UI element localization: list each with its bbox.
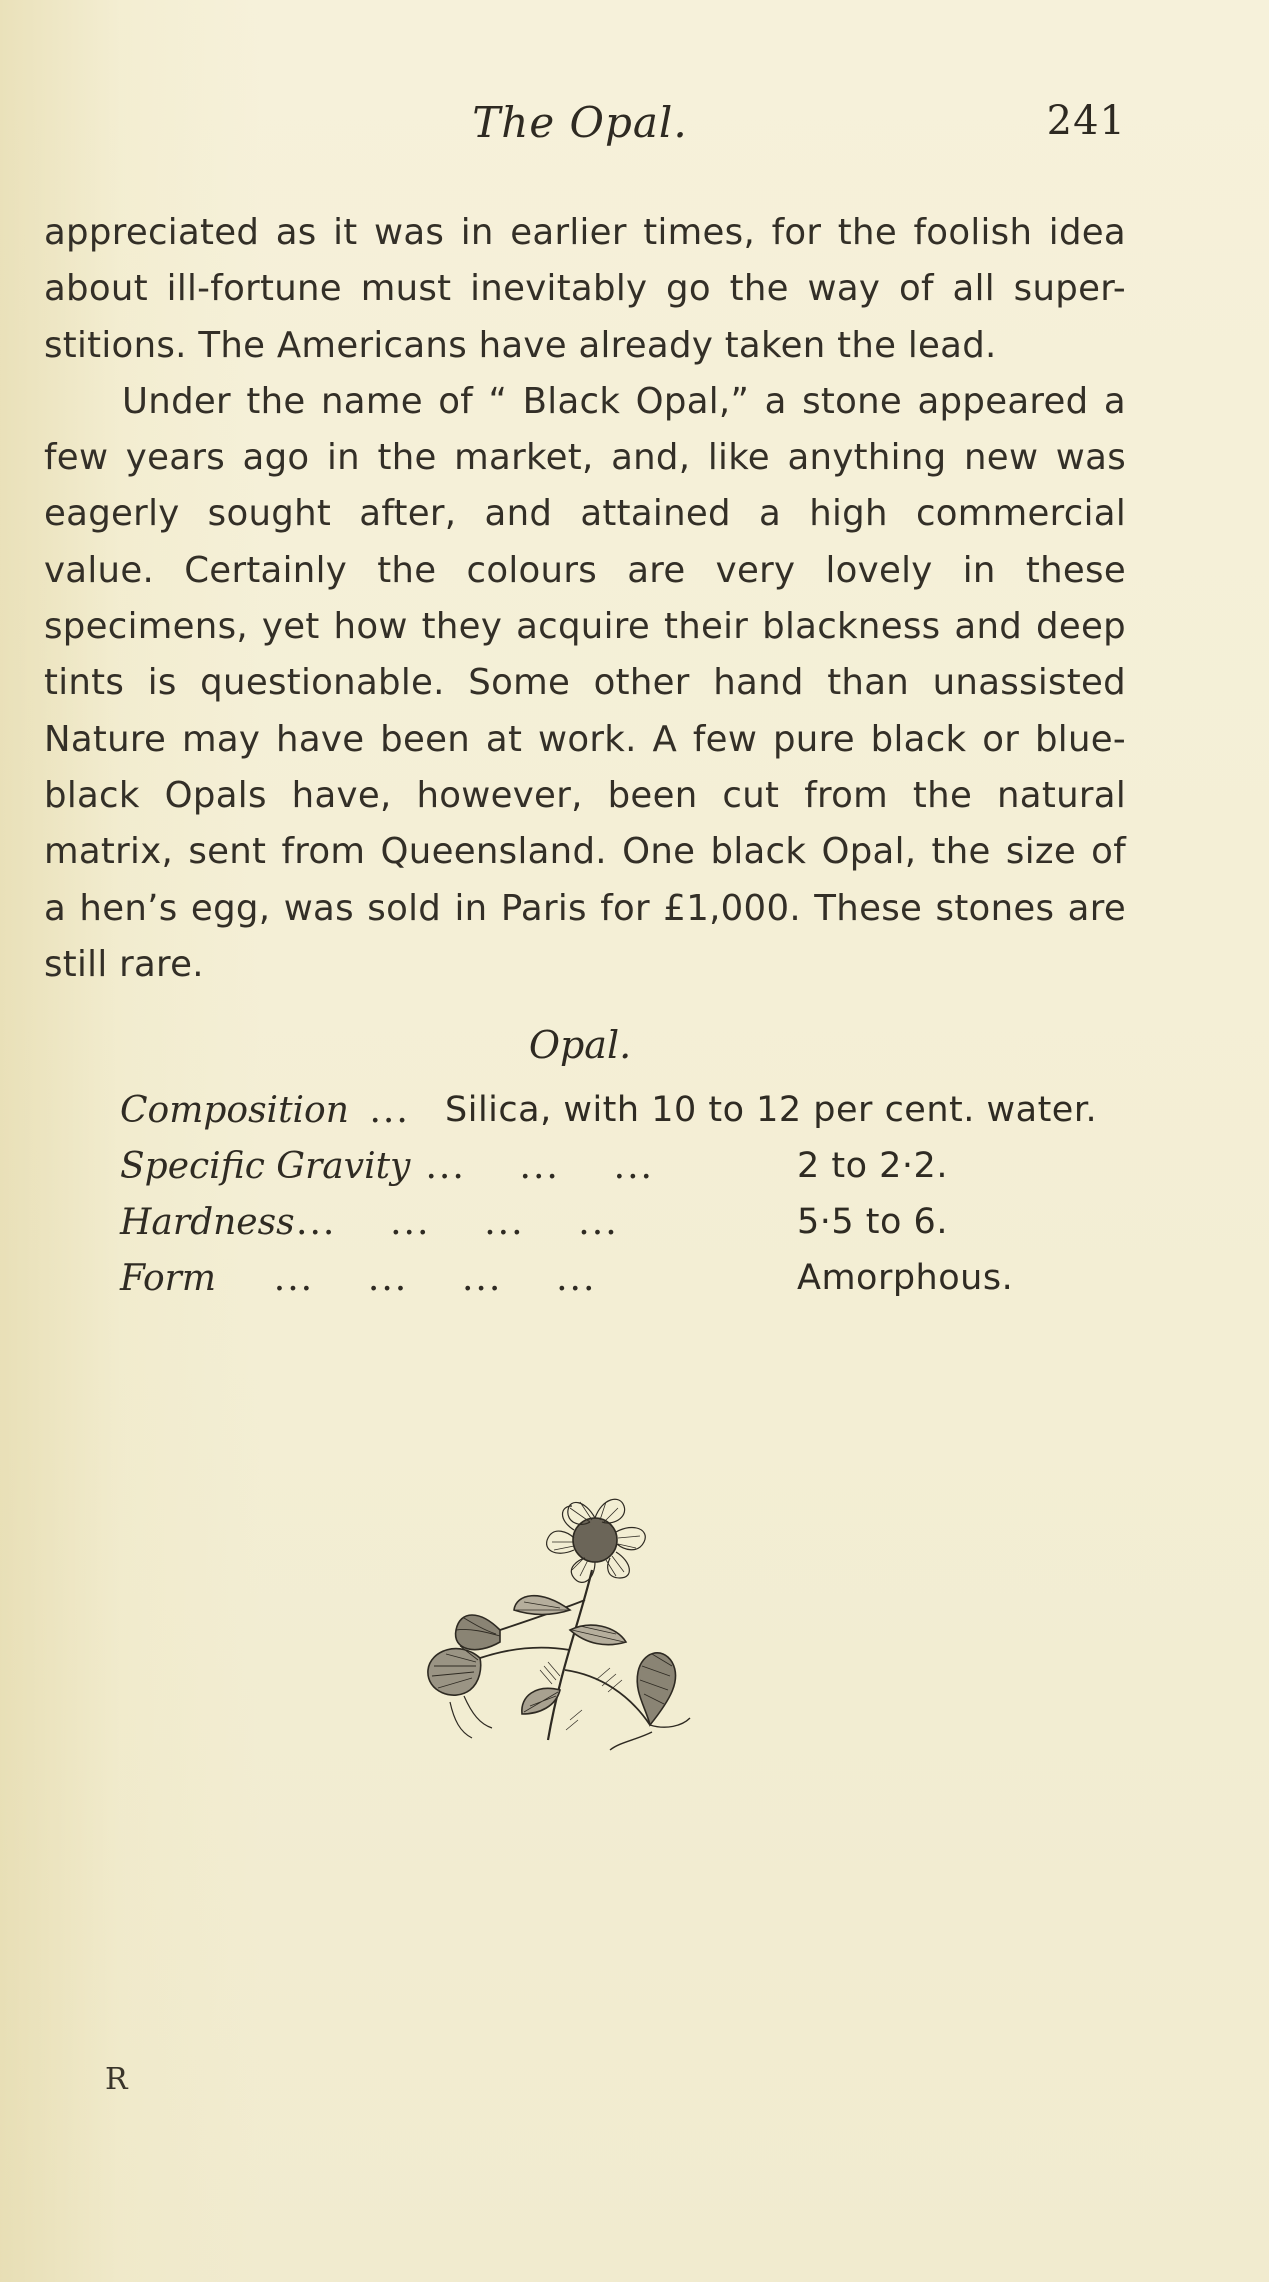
dot-leader: ... ... ... ... [220, 1258, 597, 1299]
property-label: Specific Gravity [120, 1146, 411, 1187]
property-row-composition [120, 1090, 1140, 1146]
property-row-specific-gravity [120, 1146, 1140, 1202]
property-label: Hardness [120, 1202, 295, 1243]
flower-ornament-icon [420, 1470, 710, 1760]
paragraph: appreciated as it was in earlier times, for the foolish idea about ill-fortune must inevitably go the way of all super-stitions. The Americans have already taken the lead. [44, 212, 1126, 366]
property-row-form [120, 1258, 1140, 1314]
property-label: Form [120, 1258, 217, 1299]
signature-mark: R [105, 2062, 128, 2097]
dot-leader: ... ... ... [412, 1146, 654, 1187]
property-value: Silica, with 10 to 12 per cent. water. [445, 1090, 1098, 1130]
running-title: The Opal. [472, 98, 688, 147]
properties-table [120, 1090, 1140, 1314]
property-label: Composition [120, 1090, 349, 1131]
property-value: Amorphous. [797, 1258, 1014, 1298]
dot-leader: ... ... ... ... [296, 1202, 619, 1243]
body-text [44, 205, 1126, 993]
page-number: 241 [1046, 98, 1126, 144]
property-row-hardness [120, 1202, 1140, 1258]
paragraph: Under the name of “ Black Opal,” a stone appeared a few years ago in the market, and, like anything new was eagerly sought after, and attained a high commercial value. Certainly the colours are very lovely in these specimens, yet how they acquire their blackness and deep tints is questionable. Some other hand than unassisted Nature may have been at work. A few pure black or blue-black Opals have, however, been cut from the natural matrix, sent from Queensland. One black Opal, the size of a hen’s egg, was sold in Paris for £1,000. These stones are still rare. [44, 380, 1126, 985]
properties-title: Opal. [528, 1023, 632, 1067]
property-value: 2 to 2·2. [797, 1146, 948, 1186]
property-value: 5·5 to 6. [797, 1202, 948, 1242]
dot-leader: ... [356, 1090, 410, 1131]
running-head [0, 98, 1269, 158]
